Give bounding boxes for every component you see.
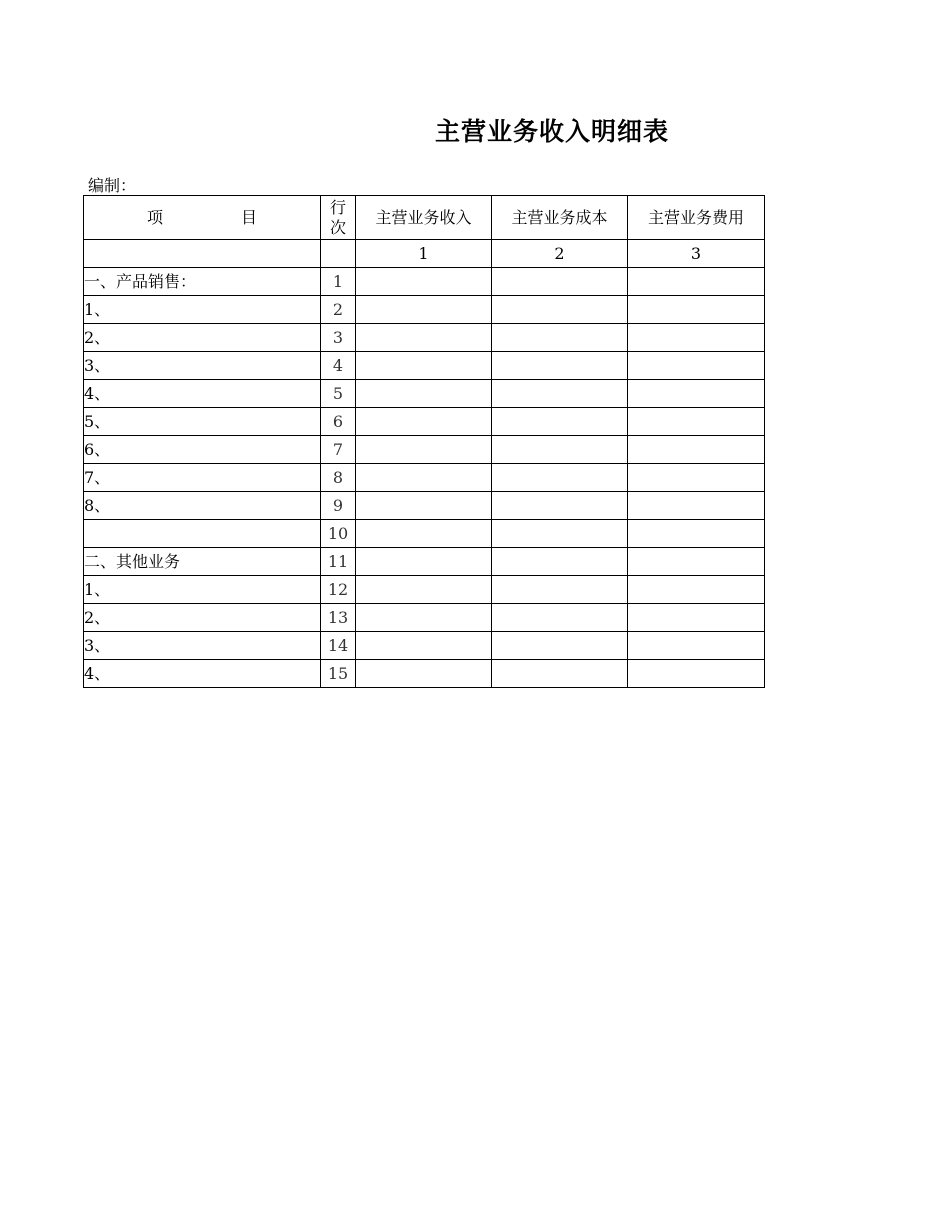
revenue-cell[interactable] bbox=[356, 632, 492, 660]
expense-cell[interactable] bbox=[628, 380, 765, 408]
expense-cell[interactable] bbox=[628, 296, 765, 324]
cost-cell[interactable] bbox=[492, 296, 628, 324]
header-main-cost: 主营业务成本 bbox=[492, 196, 628, 240]
table-row bbox=[84, 576, 765, 604]
index-cell: 2 bbox=[492, 240, 628, 268]
revenue-cell[interactable] bbox=[356, 380, 492, 408]
revenue-cell[interactable] bbox=[356, 464, 492, 492]
cost-cell[interactable] bbox=[492, 268, 628, 296]
row-number: 2 bbox=[321, 296, 356, 324]
row-number: 6 bbox=[321, 408, 356, 436]
table-row bbox=[84, 380, 765, 408]
cost-cell[interactable] bbox=[492, 408, 628, 436]
expense-cell[interactable] bbox=[628, 352, 765, 380]
cost-cell[interactable] bbox=[492, 380, 628, 408]
cost-cell[interactable] bbox=[492, 660, 628, 688]
table-row bbox=[84, 436, 765, 464]
expense-cell[interactable] bbox=[628, 632, 765, 660]
row-label: 4、 bbox=[84, 380, 321, 408]
header-row-number-top: 行 bbox=[329, 197, 346, 217]
row-number: 14 bbox=[321, 632, 356, 660]
row-label bbox=[84, 520, 321, 548]
table-row bbox=[84, 604, 765, 632]
revenue-cell[interactable] bbox=[356, 520, 492, 548]
header-row-number bbox=[321, 196, 356, 240]
row-label: 1、 bbox=[84, 296, 321, 324]
cost-cell[interactable] bbox=[492, 576, 628, 604]
expense-cell[interactable] bbox=[628, 408, 765, 436]
row-label: 8、 bbox=[84, 492, 321, 520]
expense-cell[interactable] bbox=[628, 324, 765, 352]
expense-cell[interactable] bbox=[628, 464, 765, 492]
detail-table bbox=[83, 195, 765, 688]
table-row bbox=[84, 296, 765, 324]
row-label: 3、 bbox=[84, 632, 321, 660]
row-number: 11 bbox=[321, 548, 356, 576]
row-label: 一、产品销售： bbox=[84, 268, 321, 296]
row-label: 3、 bbox=[84, 352, 321, 380]
revenue-cell[interactable] bbox=[356, 436, 492, 464]
index-row bbox=[84, 240, 765, 268]
table-row bbox=[84, 548, 765, 576]
cost-cell[interactable] bbox=[492, 436, 628, 464]
row-number: 7 bbox=[321, 436, 356, 464]
table-row bbox=[84, 352, 765, 380]
table-row bbox=[84, 520, 765, 548]
row-number: 3 bbox=[321, 324, 356, 352]
index-cell-row-number bbox=[321, 240, 356, 268]
table-row bbox=[84, 268, 765, 296]
page-title: 主营业务收入明细表 bbox=[435, 117, 670, 146]
expense-cell[interactable] bbox=[628, 268, 765, 296]
cost-cell[interactable] bbox=[492, 604, 628, 632]
expense-cell[interactable] bbox=[628, 604, 765, 632]
compiler-label: 编制： bbox=[88, 176, 137, 195]
table-row bbox=[84, 408, 765, 436]
table-row bbox=[84, 324, 765, 352]
row-label: 二、其他业务 bbox=[84, 548, 321, 576]
header-item-right: 目 bbox=[241, 207, 258, 227]
revenue-cell[interactable] bbox=[356, 548, 492, 576]
expense-cell[interactable] bbox=[628, 660, 765, 688]
row-label: 2、 bbox=[84, 324, 321, 352]
row-number: 15 bbox=[321, 660, 356, 688]
revenue-cell[interactable] bbox=[356, 352, 492, 380]
header-main-expense: 主营业务费用 bbox=[628, 196, 765, 240]
revenue-cell[interactable] bbox=[356, 268, 492, 296]
index-cell: 1 bbox=[356, 240, 492, 268]
cost-cell[interactable] bbox=[492, 520, 628, 548]
table-row bbox=[84, 660, 765, 688]
header-row-number-bottom: 次 bbox=[329, 217, 346, 237]
row-label: 2、 bbox=[84, 604, 321, 632]
row-number: 1 bbox=[321, 268, 356, 296]
row-number: 13 bbox=[321, 604, 356, 632]
revenue-cell[interactable] bbox=[356, 604, 492, 632]
row-number: 5 bbox=[321, 380, 356, 408]
index-cell: 3 bbox=[628, 240, 765, 268]
cost-cell[interactable] bbox=[492, 352, 628, 380]
cost-cell[interactable] bbox=[492, 324, 628, 352]
row-number: 12 bbox=[321, 576, 356, 604]
row-number: 9 bbox=[321, 492, 356, 520]
header-main-revenue: 主营业务收入 bbox=[356, 196, 492, 240]
table-row bbox=[84, 492, 765, 520]
row-label: 4、 bbox=[84, 660, 321, 688]
row-label: 6、 bbox=[84, 436, 321, 464]
revenue-cell[interactable] bbox=[356, 492, 492, 520]
expense-cell[interactable] bbox=[628, 520, 765, 548]
revenue-cell[interactable] bbox=[356, 296, 492, 324]
row-label: 7、 bbox=[84, 464, 321, 492]
row-label: 1、 bbox=[84, 576, 321, 604]
row-number: 4 bbox=[321, 352, 356, 380]
revenue-cell[interactable] bbox=[356, 324, 492, 352]
expense-cell[interactable] bbox=[628, 492, 765, 520]
revenue-cell[interactable] bbox=[356, 408, 492, 436]
row-label: 5、 bbox=[84, 408, 321, 436]
index-cell-item bbox=[84, 240, 321, 268]
cost-cell[interactable] bbox=[492, 548, 628, 576]
cost-cell[interactable] bbox=[492, 464, 628, 492]
expense-cell[interactable] bbox=[628, 548, 765, 576]
table-row bbox=[84, 464, 765, 492]
expense-cell[interactable] bbox=[628, 576, 765, 604]
header-item bbox=[84, 196, 321, 240]
cost-cell[interactable] bbox=[492, 632, 628, 660]
row-number: 10 bbox=[321, 520, 356, 548]
expense-cell[interactable] bbox=[628, 436, 765, 464]
row-number: 8 bbox=[321, 464, 356, 492]
revenue-cell[interactable] bbox=[356, 576, 492, 604]
table-row bbox=[84, 632, 765, 660]
header-row bbox=[84, 196, 765, 240]
header-item-left: 项 bbox=[146, 207, 163, 227]
cost-cell[interactable] bbox=[492, 492, 628, 520]
revenue-cell[interactable] bbox=[356, 660, 492, 688]
